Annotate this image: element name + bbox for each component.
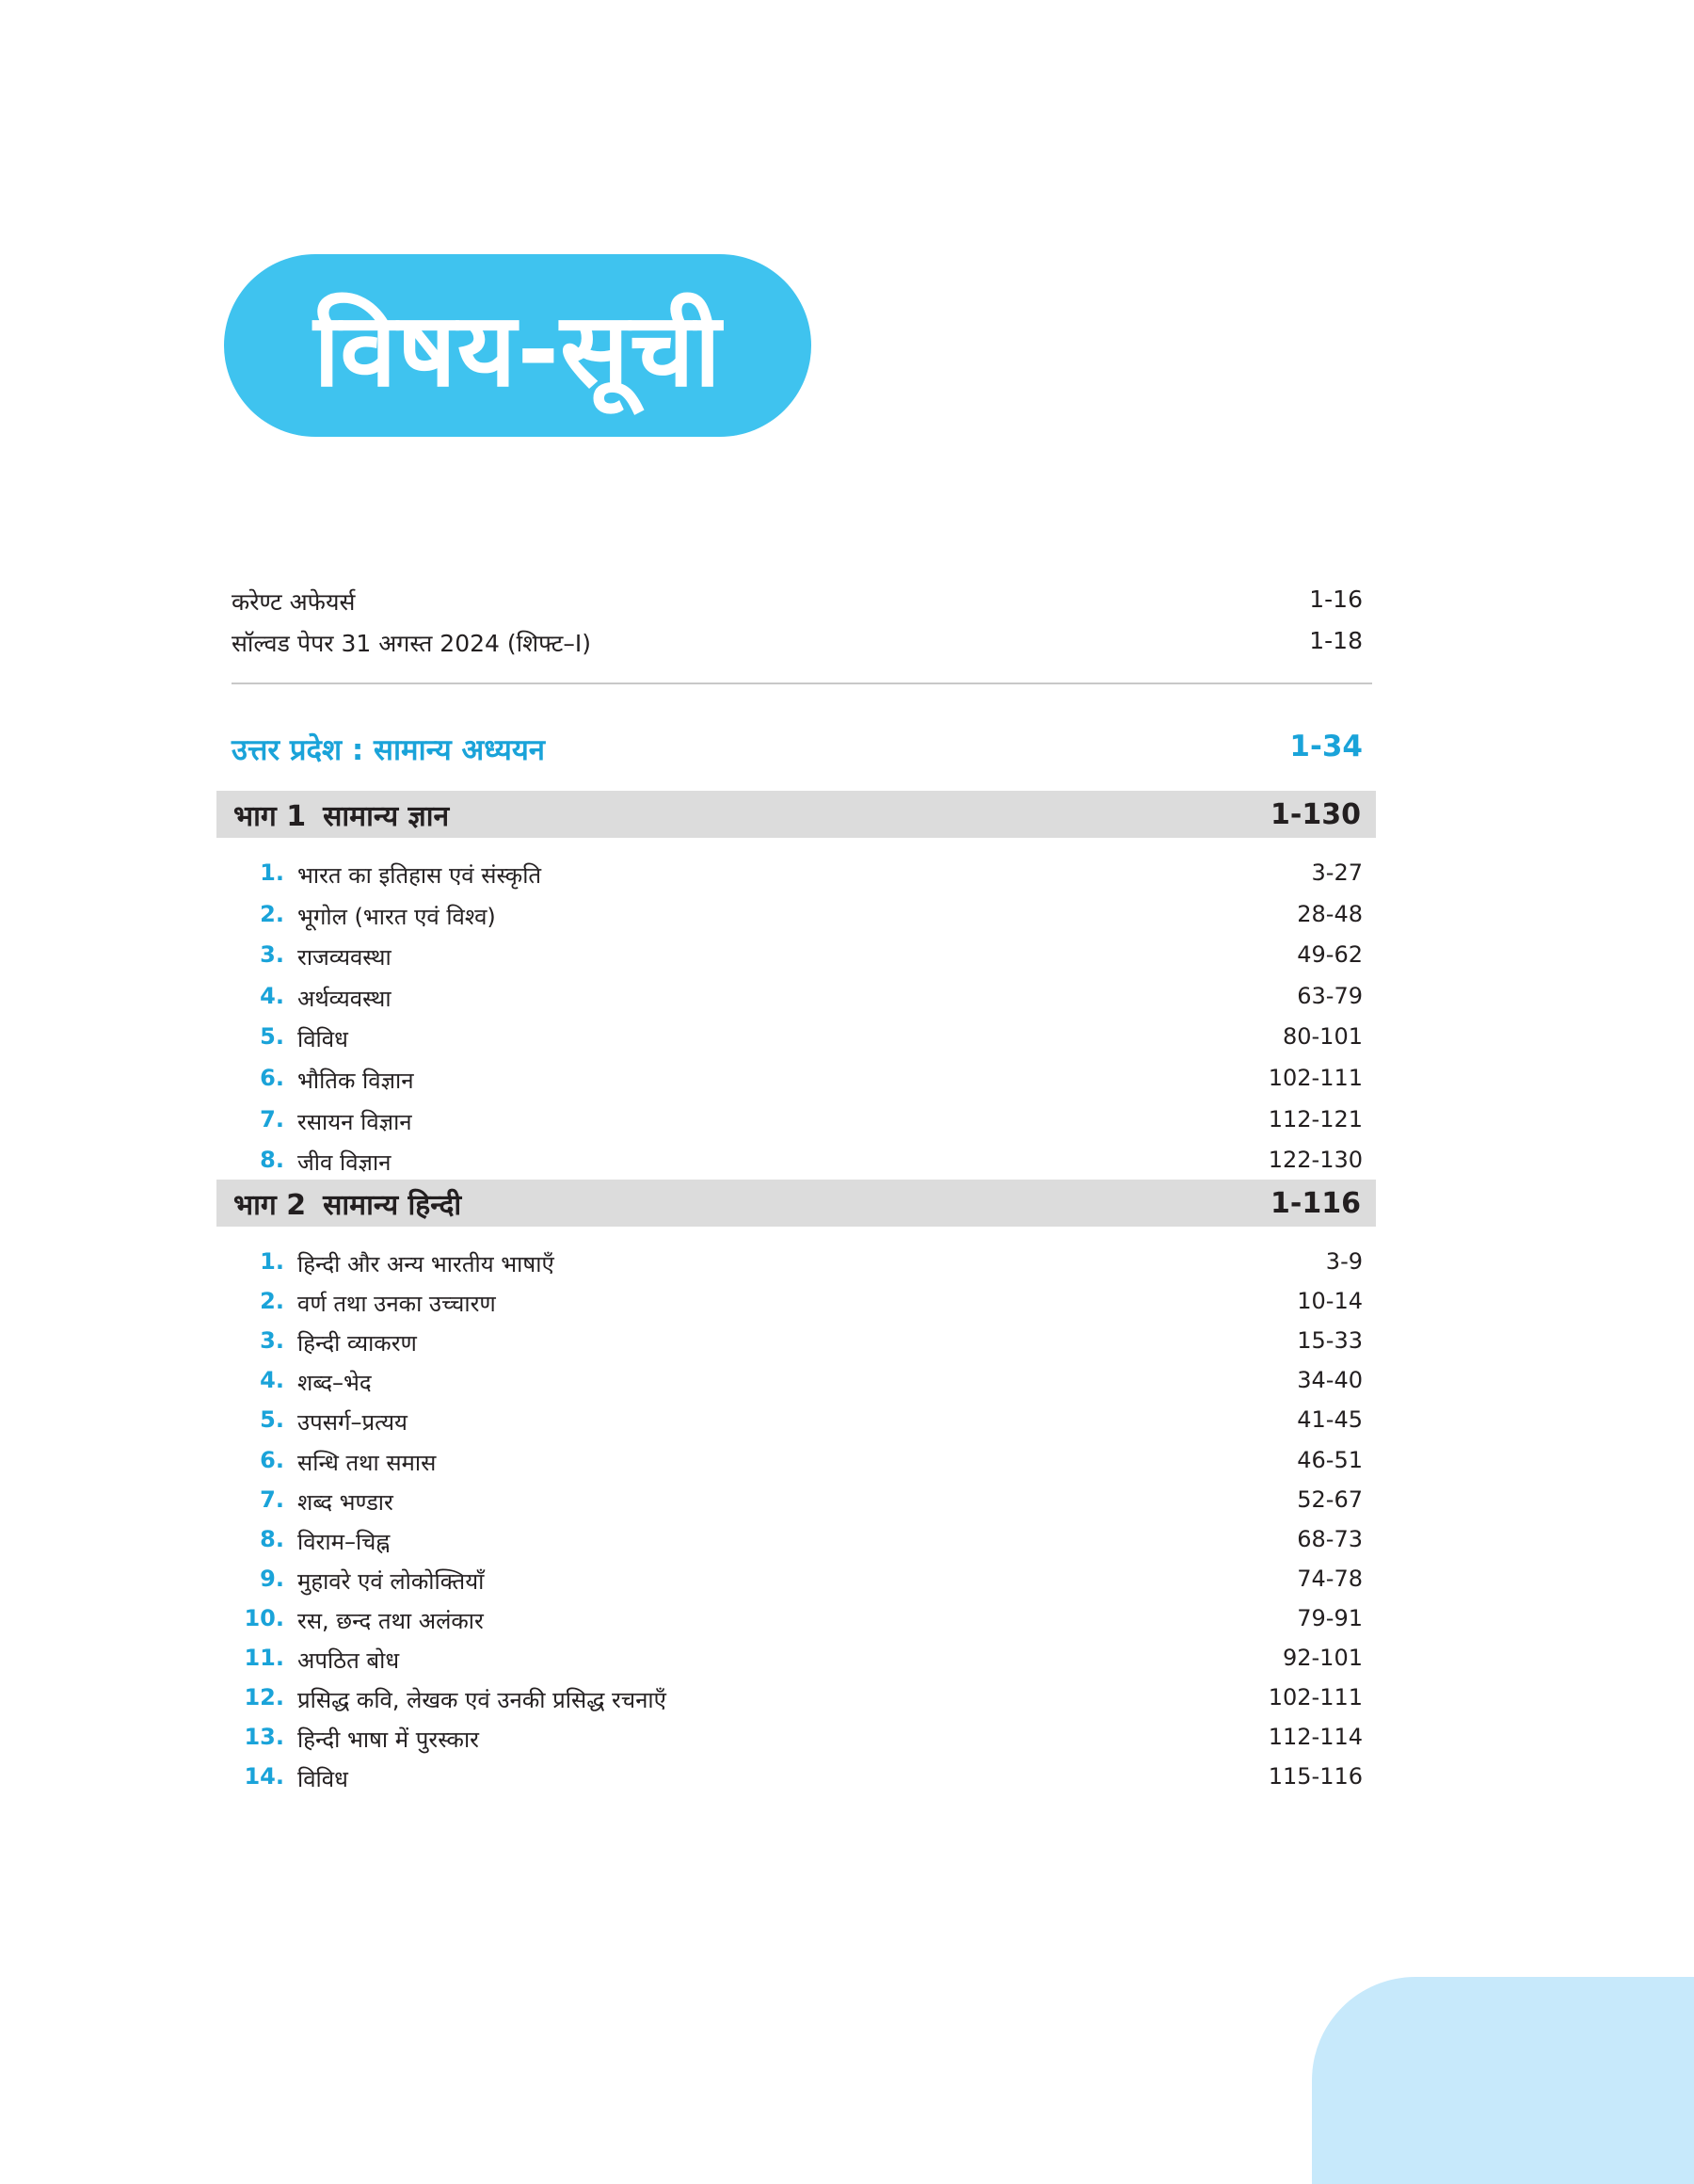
toc-item-pages: 34-40	[1297, 1367, 1363, 1394]
toc-item-pages: 80-101	[1282, 1023, 1363, 1051]
toc-item-pages: 74-78	[1297, 1565, 1363, 1592]
toc-item-number: 7.	[260, 1105, 284, 1132]
toc-item-number: 6.	[260, 1446, 284, 1473]
toc-item-pages: 115-116	[1268, 1763, 1363, 1791]
toc-item-pages: 122-130	[1268, 1147, 1363, 1174]
part-number: भाग 2	[233, 1188, 307, 1222]
toc-item[interactable]	[235, 1065, 1363, 1096]
section-divider	[232, 682, 1372, 684]
intro-item-label: सॉल्वड पेपर 31 अगस्त 2024 (शिफ्ट–I)	[232, 630, 592, 657]
toc-item-label: भौतिक विज्ञान	[297, 1068, 414, 1094]
toc-item-label: जीव विज्ञान	[297, 1149, 392, 1177]
part-header-1[interactable]	[216, 791, 1376, 838]
toc-item-label: वर्ण तथा उनका उच्चारण	[297, 1291, 496, 1318]
toc-item-number: 4.	[260, 982, 284, 1009]
toc-item[interactable]	[235, 1724, 1363, 1755]
toc-item-number: 9.	[260, 1565, 284, 1592]
toc-item[interactable]	[235, 1147, 1363, 1178]
toc-item-label: शब्द–भेद	[297, 1370, 372, 1397]
toc-item-pages: 102-111	[1268, 1684, 1363, 1711]
toc-item-number: 5.	[260, 1023, 284, 1051]
toc-item[interactable]	[235, 1023, 1363, 1054]
toc-item-number: 8.	[260, 1147, 284, 1174]
toc-item-label: हिन्दी भाषा में पुरस्कार	[297, 1726, 479, 1754]
toc-item[interactable]	[235, 1763, 1363, 1794]
toc-item[interactable]	[235, 901, 1363, 932]
page-title-banner	[224, 254, 811, 437]
toc-item-pages: 112-121	[1268, 1105, 1363, 1132]
toc-item-pages: 102-111	[1268, 1065, 1363, 1091]
subject-pages: 1-34	[1289, 730, 1363, 763]
toc-item-number: 13.	[244, 1724, 284, 1751]
toc-item-label: विविध	[297, 1026, 348, 1053]
toc-item[interactable]	[235, 1605, 1363, 1636]
toc-item[interactable]	[235, 1288, 1363, 1319]
corner-decoration	[1312, 1977, 1694, 2184]
toc-item[interactable]	[235, 1447, 1363, 1478]
toc-item-pages: 92-101	[1282, 1645, 1363, 1671]
toc-item-label: विराम–चिह्न	[297, 1528, 391, 1555]
toc-item[interactable]	[235, 1106, 1363, 1137]
toc-item-label: प्रसिद्ध कवि, लेखक एवं उनकी प्रसिद्ध रचनाएँ	[297, 1687, 666, 1714]
part-label: सामान्य हिन्दी	[323, 1188, 462, 1222]
toc-item-number: 8.	[260, 1525, 284, 1552]
toc-item-number: 14.	[244, 1763, 284, 1791]
toc-item-label: रसायन विज्ञान	[297, 1108, 412, 1135]
toc-item-number: 1.	[260, 1248, 284, 1275]
intro-item-current-affairs[interactable]	[232, 586, 1363, 618]
toc-item-number: 6.	[260, 1065, 284, 1091]
toc-item[interactable]	[235, 1526, 1363, 1557]
toc-item-label: मुहावरे एवं लोकोक्तियाँ	[297, 1567, 485, 1595]
toc-item-label: शब्द भण्डार	[297, 1488, 393, 1516]
toc-item-label: भारत का इतिहास एवं संस्कृति	[297, 862, 542, 889]
toc-item-label: सन्धि तथा समास	[297, 1449, 437, 1476]
toc-item-pages: 41-45	[1297, 1406, 1363, 1434]
toc-item-pages: 79-91	[1297, 1604, 1363, 1631]
toc-item[interactable]	[235, 1486, 1363, 1518]
toc-item[interactable]	[235, 1645, 1363, 1676]
toc-item-pages: 3-27	[1311, 859, 1363, 886]
toc-item-number: 10.	[244, 1604, 284, 1631]
part-pages: 1-130	[1270, 797, 1361, 831]
toc-item[interactable]	[235, 859, 1363, 891]
toc-item-pages: 28-48	[1297, 900, 1363, 927]
intro-item-pages: 1-16	[1309, 586, 1363, 613]
toc-item-number: 4.	[260, 1367, 284, 1394]
toc-item-label: रस, छन्द तथा अलंकार	[297, 1607, 484, 1634]
toc-item[interactable]	[235, 983, 1363, 1014]
subject-heading[interactable]	[232, 730, 1363, 769]
toc-item-number: 2.	[260, 1288, 284, 1315]
toc-item-label: अपठित बोध	[297, 1647, 400, 1674]
toc-item-pages: 15-33	[1297, 1327, 1363, 1355]
toc-item-number: 1.	[260, 859, 284, 886]
toc-item-pages: 46-51	[1297, 1446, 1363, 1473]
toc-item-label: हिन्दी और अन्य भारतीय भाषाएँ	[297, 1251, 554, 1277]
toc-item[interactable]	[235, 941, 1363, 972]
intro-item-label: करेण्ट अफेयर्स	[232, 588, 356, 616]
toc-item-pages: 3-9	[1325, 1248, 1363, 1275]
toc-item-label: विविध	[297, 1766, 348, 1793]
toc-item-number: 12.	[244, 1684, 284, 1711]
subject-label: उत्तर प्रदेश : सामान्य अध्ययन	[232, 733, 546, 767]
intro-item-pages: 1-18	[1309, 627, 1363, 654]
toc-item[interactable]	[235, 1406, 1363, 1437]
intro-item-solved-paper[interactable]	[232, 627, 1363, 659]
toc-item-pages: 112-114	[1268, 1724, 1363, 1751]
toc-item-label: भूगोल (भारत एवं विश्व)	[297, 903, 496, 930]
toc-item-label: राजव्यवस्था	[297, 944, 392, 972]
page-title: विषय-सूची	[313, 291, 722, 410]
part-header-2[interactable]	[216, 1180, 1376, 1227]
part-label: सामान्य ज्ञान	[323, 799, 450, 833]
toc-item-number: 3.	[260, 941, 284, 969]
toc-item-number: 5.	[260, 1406, 284, 1434]
toc-item-label: अर्थव्यवस्था	[297, 985, 392, 1012]
toc-item-pages: 63-79	[1297, 982, 1363, 1009]
toc-item-number: 3.	[260, 1327, 284, 1355]
toc-item-pages: 49-62	[1297, 941, 1363, 969]
part-number: भाग 1	[233, 799, 307, 833]
toc-item-label: उपसर्ग–प्रत्यय	[297, 1409, 408, 1437]
toc-item[interactable]	[235, 1248, 1363, 1279]
toc-item-number: 11.	[244, 1645, 284, 1671]
toc-item-pages: 68-73	[1297, 1525, 1363, 1552]
toc-item[interactable]	[235, 1684, 1363, 1715]
toc-item-number: 2.	[260, 900, 284, 927]
toc-item[interactable]	[235, 1327, 1363, 1358]
toc-item[interactable]	[235, 1367, 1363, 1398]
part-pages: 1-116	[1270, 1186, 1361, 1220]
toc-item-pages: 10-14	[1297, 1288, 1363, 1315]
toc-item[interactable]	[235, 1566, 1363, 1597]
toc-item-label: हिन्दी व्याकरण	[297, 1330, 417, 1357]
toc-item-number: 7.	[260, 1485, 284, 1513]
toc-item-pages: 52-67	[1297, 1485, 1363, 1513]
